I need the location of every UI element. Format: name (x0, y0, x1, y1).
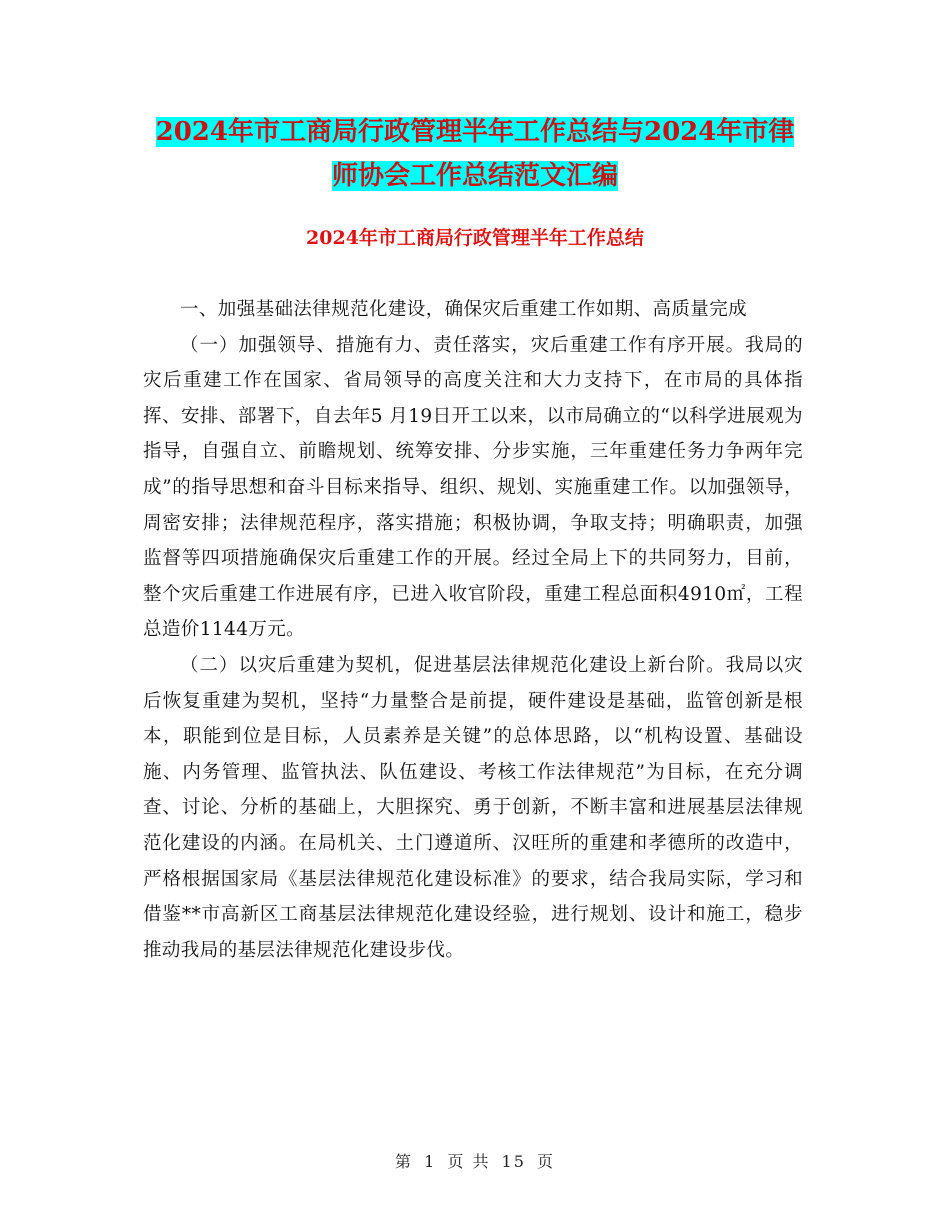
paragraph-heading: 一、加强基础法律规范化建设，确保灾后重建工作如期、高质量完成 (180, 299, 748, 320)
footer-page-total: 15 (501, 1152, 526, 1171)
page-footer (0, 1150, 950, 1174)
document-title-line-2 (100, 154, 850, 198)
title-highlight-1: 2024年市工商局行政管理半年工作总结与2024年市律 (155, 117, 795, 147)
footer-suffix: 页 (537, 1152, 556, 1171)
footer-prefix: 第 (394, 1152, 413, 1171)
title-highlight-2: 师协会工作总结范文汇编 (331, 161, 618, 191)
footer-mid: 页 共 (447, 1152, 491, 1171)
footer-page-number: 1 (424, 1152, 437, 1171)
document-title (100, 110, 850, 198)
document-body (143, 292, 803, 968)
document-title-line-1 (100, 110, 850, 154)
paragraph: （二）以灾后重建为契机，促进基层法律规范化建设上新台阶。我局以灾后恢复重建为契机，坚持“力量整合是前提，硬件建设是基础，监管创新是根本，职能到位是目标，人员素养是关键”的总体思路，以“机构设置、基础设施、内务管理、监管执法、队伍建设、考核工作法律规范”为目标，在充分调查、讨论、分析的基础上，大胆探究、勇于创新，不断丰富和进展基层法律规范化建设的内涵。在局机关、土门遵道所、汉旺所的重建和孝德所的改造中，严格根据国家局《基层法律规范化建设标准》的要求，结合我局实际，学习和借鉴**市高新区工商基层法律规范化建设经验，进行规划、设计和施工，稳步推动我局的基层法律规范化建设步伐。 (143, 654, 803, 961)
section-title: 2024年市工商局行政管理半年工作总结 (306, 227, 644, 249)
paragraph: （一）加强领导、措施有力、责任落实，灾后重建工作有序开展。我局的灾后重建工作在国家、省局领导的高度关注和大力支持下，在市局的具体指挥、安排、部署下，自去年5 月19日开工以来，以市局确立的“以科学进展观为指导，自强自立、前瞻规划、统筹安排、分步实施，三年重建任务力争两年完成”的指导思想和奋斗目标来指导、组织、规划、实施重建工作。以加强领导，周密安排；法律规范程序，落实措施；积极协调，争取支持；明确职责，加强监督等四项措施确保灾后重建工作的开展。经过全局上下的共同努力，目前，整个灾后重建工作进展有序，已进入收官阶段，重建工程总面积4910㎡，工程总造价1144万元。 (143, 334, 803, 641)
